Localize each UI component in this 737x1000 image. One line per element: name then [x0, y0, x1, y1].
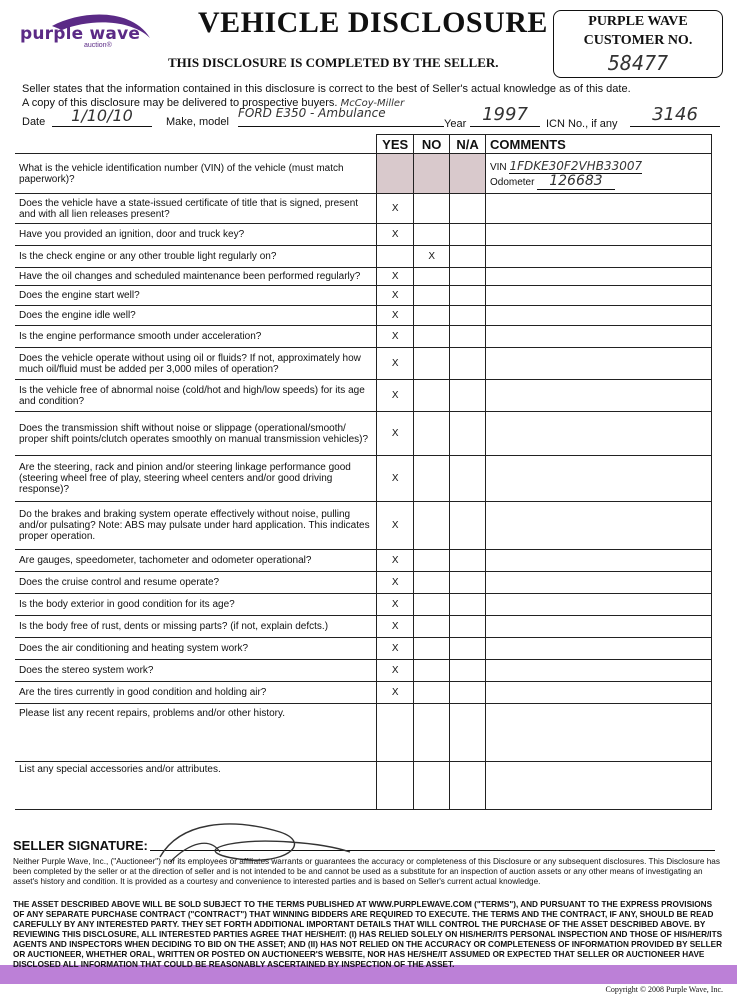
comment-cell[interactable] — [485, 456, 711, 502]
accessories-comment-cell[interactable] — [485, 762, 711, 810]
customer-number[interactable]: 58477 — [607, 51, 669, 75]
question-text: Do the brakes and braking system operate effectively without noise, pulling and/or pulsating? Note: ABS may pulsate under hard application. This indicates proper operation. — [15, 502, 377, 550]
accessories-na-cell — [450, 762, 486, 810]
na-checkbox[interactable] — [450, 286, 486, 306]
na-checkbox[interactable] — [450, 572, 486, 594]
yes-checkbox[interactable]: X — [377, 550, 414, 572]
repairs-no-cell — [414, 704, 450, 762]
no-checkbox[interactable] — [414, 326, 450, 348]
table-row — [15, 616, 712, 638]
table-header-row — [15, 135, 712, 154]
yes-checkbox[interactable]: X — [377, 456, 414, 502]
na-checkbox[interactable] — [450, 224, 486, 246]
vin-question: What is the vehicle identification number (VIN) of the vehicle (must match paperwork)? — [15, 154, 377, 194]
yes-header: YES — [377, 135, 414, 154]
table-row — [15, 502, 712, 550]
question-text: Does the engine start well? — [15, 286, 377, 306]
na-checkbox[interactable] — [450, 380, 486, 412]
yes-checkbox[interactable]: X — [377, 502, 414, 550]
comment-cell[interactable] — [485, 638, 711, 660]
year-field[interactable]: 1997 — [470, 104, 540, 127]
comment-cell[interactable] — [485, 594, 711, 616]
table-row — [15, 268, 712, 286]
date-field[interactable]: 1/10/10 — [52, 106, 152, 127]
no-checkbox[interactable] — [414, 224, 450, 246]
question-text: Does the stereo system work? — [15, 660, 377, 682]
accessories-no-cell — [414, 762, 450, 810]
table-row — [15, 348, 712, 380]
no-checkbox[interactable] — [414, 660, 450, 682]
comment-cell[interactable] — [485, 616, 711, 638]
no-checkbox[interactable] — [414, 194, 450, 224]
no-checkbox[interactable] — [414, 594, 450, 616]
table-row — [15, 682, 712, 704]
comment-cell[interactable] — [485, 268, 711, 286]
table-row — [15, 286, 712, 306]
table-row — [15, 456, 712, 502]
na-checkbox[interactable] — [450, 502, 486, 550]
accessories-prompt: List any special accessories and/or attributes. — [15, 762, 377, 810]
question-text: Does the transmission shift without noise or slippage (operational/smooth/ proper shift points/clutch operates smoothly on manual transmission vehicles)? — [15, 412, 377, 456]
table-row — [15, 412, 712, 456]
yes-checkbox[interactable]: X — [377, 616, 414, 638]
comment-cell[interactable] — [485, 412, 711, 456]
question-text: Are the tires currently in good condition and holding air? — [15, 682, 377, 704]
table-row — [15, 660, 712, 682]
yes-checkbox[interactable]: X — [377, 268, 414, 286]
logo: purple wave — [20, 24, 141, 44]
yes-checkbox[interactable]: X — [377, 660, 414, 682]
question-header — [15, 135, 377, 154]
na-checkbox[interactable] — [450, 638, 486, 660]
no-checkbox[interactable] — [414, 268, 450, 286]
repairs-comment-cell[interactable] — [485, 704, 711, 762]
no-checkbox[interactable] — [414, 502, 450, 550]
table-row — [15, 572, 712, 594]
yes-checkbox[interactable]: X — [377, 412, 414, 456]
odometer-label: Odometer — [489, 176, 535, 188]
comment-cell[interactable] — [485, 286, 711, 306]
seller-name-handwritten[interactable]: McCoy-Miller — [340, 98, 405, 109]
question-text: Is the engine performance smooth under acceleration? — [15, 326, 377, 348]
na-checkbox[interactable] — [450, 682, 486, 704]
na-checkbox[interactable] — [450, 326, 486, 348]
comment-cell[interactable] — [485, 326, 711, 348]
yes-checkbox[interactable] — [377, 246, 414, 268]
comment-cell[interactable] — [485, 660, 711, 682]
no-checkbox[interactable] — [414, 456, 450, 502]
seller-signature-label: SELLER SIGNATURE: — [13, 838, 148, 853]
statement-line-2: A copy of this disclosure may be delivered to prospective buyers. McCoy-Miller — [22, 97, 405, 109]
question-text: Are gauges, speedometer, tachometer and odometer operational? — [15, 550, 377, 572]
vin-yes-cell — [377, 154, 414, 194]
yes-checkbox[interactable]: X — [377, 286, 414, 306]
question-text: Is the body exterior in good condition for its age? — [15, 594, 377, 616]
table-row — [15, 550, 712, 572]
no-checkbox[interactable]: X — [414, 246, 450, 268]
copyright: Copyright © 2008 Purple Wave, Inc. — [605, 985, 723, 994]
page-title: VEHICLE DISCLOSURE — [198, 6, 548, 39]
icn-field[interactable]: 3146 — [630, 104, 720, 127]
vin-no-cell — [414, 154, 450, 194]
no-checkbox[interactable] — [414, 616, 450, 638]
na-checkbox[interactable] — [450, 268, 486, 286]
no-checkbox[interactable] — [414, 550, 450, 572]
table-row — [15, 380, 712, 412]
customer-number-box — [553, 10, 723, 78]
yes-checkbox[interactable]: X — [377, 638, 414, 660]
table-row — [15, 224, 712, 246]
page-subtitle: THIS DISCLOSURE IS COMPLETED BY THE SELLER. — [168, 55, 499, 70]
comment-cell[interactable] — [485, 194, 711, 224]
na-checkbox[interactable] — [450, 412, 486, 456]
yes-checkbox[interactable]: X — [377, 194, 414, 224]
table-row — [15, 326, 712, 348]
na-checkbox[interactable] — [450, 194, 486, 224]
no-checkbox[interactable] — [414, 380, 450, 412]
yes-checkbox[interactable]: X — [377, 572, 414, 594]
yes-checkbox[interactable]: X — [377, 682, 414, 704]
yes-checkbox[interactable]: X — [377, 594, 414, 616]
repairs-yes-cell — [377, 704, 414, 762]
comment-cell[interactable] — [485, 380, 711, 412]
question-text: Have you provided an ignition, door and truck key? — [15, 224, 377, 246]
terms-text: THE ASSET DESCRIBED ABOVE WILL BE SOLD SUBJECT TO THE TERMS PUBLISHED AT WWW.PURPLEWAVE.COM ("TERMS"), AND PURSUANT TO THE EXPRESS PROVISIONS OF ANY SEPARATE PURCHASE CONTRACT ("CONTRACT") THAT WINNING BIDDERS ARE REQUIRED TO EXECUTE. THE TERMS AND THE CONTRACT, IF ANY, SHOULD BE READ CAREFULLY BY ANY INTERESTED PARTY. THEY SET FORTH ADDITIONAL IMPORTANT DETAILS THAT WILL CONTROL THE PURCHASE OF THE ASSET DESCRIBED ABOVE. BY REVIEWING THIS DISCLOSURE, ALL INTERESTED PARTIES AGREE THAT HE/SHE/IT: (I) HAS RELIED SOLELY ON HIS/HER/ITS PERSONAL INSPECTION AND THOSE OF HIS/HER/ITS AGENTS AND INSPECTORS WHEN DECIDING TO BID ON THE ASSET; AND (II) HAS NOT RELIED ON THE ACCURACY OR COMPLETENESS OF INFORMATION PROVIDED BY SELLER OR AUCTIONEER, WHETHER ORAL, WRITTEN OR POSTED ON AUCTIONEER'S WEBSITE, NOR HAS HE/SHE/IT ASSUMED OR EXPECTED THAT SELLER OR AUCTIONEER HAVE DISCLOSED ALL INFORMATION THAT COULD BE REASONABLY ASCERTAINED BY INSPECTION OF THE ASSET. — [13, 900, 723, 969]
icn-label: ICN No., if any — [546, 118, 618, 130]
question-text: Does the engine idle well? — [15, 306, 377, 326]
question-text: Does the air conditioning and heating system work? — [15, 638, 377, 660]
comment-cell[interactable] — [485, 306, 711, 326]
date-label: Date — [22, 116, 46, 128]
question-text: Does the vehicle operate without using oil or fluids? If not, approximately how much oil/fluid must be added per 3,000 miles of operation? — [15, 348, 377, 380]
no-checkbox[interactable] — [414, 638, 450, 660]
no-checkbox[interactable] — [414, 572, 450, 594]
no-header: NO — [414, 135, 450, 154]
yes-checkbox[interactable]: X — [377, 348, 414, 380]
comment-cell[interactable] — [485, 550, 711, 572]
yes-checkbox[interactable]: X — [377, 326, 414, 348]
make-model-label: Make, model — [166, 116, 229, 128]
comments-header: COMMENTS — [485, 135, 711, 154]
question-text: Are the steering, rack and pinion and/or steering linkage performance good (steering wheel free of play, steering wheel centers and/or good driving response)? — [15, 456, 377, 502]
customer-box-label-1: PURPLE WAVE — [588, 14, 688, 29]
vin-field[interactable]: 1FDKE30F2VHB33007 — [509, 158, 643, 173]
customer-box-label-2: CUSTOMER NO. — [583, 33, 693, 48]
table-row — [15, 194, 712, 224]
vin-label: VIN — [489, 161, 507, 173]
question-text: Does the vehicle have a state-issued certificate of title that is signed, present and with all lien releases present? — [15, 194, 377, 224]
no-checkbox[interactable] — [414, 306, 450, 326]
na-checkbox[interactable] — [450, 594, 486, 616]
disclosure-table — [15, 134, 712, 810]
no-checkbox[interactable] — [414, 682, 450, 704]
na-checkbox[interactable] — [450, 306, 486, 326]
table-row — [15, 638, 712, 660]
question-text: Is the check engine or any other trouble light regularly on? — [15, 246, 377, 268]
na-checkbox[interactable] — [450, 550, 486, 572]
comment-cell[interactable] — [485, 682, 711, 704]
comment-cell[interactable] — [485, 502, 711, 550]
question-text: Have the oil changes and scheduled maintenance been performed regularly? — [15, 268, 377, 286]
na-checkbox[interactable] — [450, 348, 486, 380]
table-row — [15, 306, 712, 326]
yes-checkbox[interactable]: X — [377, 380, 414, 412]
na-checkbox[interactable] — [450, 616, 486, 638]
comment-cell[interactable] — [485, 246, 711, 268]
year-label: Year — [444, 118, 467, 130]
question-text: Does the cruise control and resume operate? — [15, 572, 377, 594]
na-checkbox[interactable] — [450, 246, 486, 268]
na-checkbox[interactable] — [450, 660, 486, 682]
yes-checkbox[interactable]: X — [377, 224, 414, 246]
question-text: Is the body free of rust, dents or missing parts? (if not, explain defcts.) — [15, 616, 377, 638]
statement-line-1: Seller states that the information contained in this disclosure is correct to the best of Seller's actual knowledge as of this date. — [22, 83, 631, 95]
vin-comment-cell — [485, 154, 711, 194]
repairs-na-cell — [450, 704, 486, 762]
na-header: N/A — [450, 135, 486, 154]
odometer-field[interactable]: 126683 — [537, 173, 614, 190]
na-checkbox[interactable] — [450, 456, 486, 502]
repairs-prompt: Please list any recent repairs, problems and/or other history. — [15, 704, 377, 762]
no-checkbox[interactable] — [414, 412, 450, 456]
yes-checkbox[interactable]: X — [377, 306, 414, 326]
accessories-row — [15, 762, 712, 810]
comment-cell[interactable] — [485, 224, 711, 246]
repairs-row — [15, 704, 712, 762]
table-row — [15, 594, 712, 616]
accessories-yes-cell — [377, 762, 414, 810]
comment-cell[interactable] — [485, 348, 711, 380]
question-text: Is the vehicle free of abnormal noise (cold/hot and high/low speeds) for its age and condition? — [15, 380, 377, 412]
no-checkbox[interactable] — [414, 348, 450, 380]
comment-cell[interactable] — [485, 572, 711, 594]
logo-sub: auction® — [84, 42, 112, 49]
vin-na-cell — [450, 154, 486, 194]
make-model-field[interactable]: FORD E350 - Ambulance — [238, 106, 444, 127]
no-checkbox[interactable] — [414, 286, 450, 306]
table-row — [15, 246, 712, 268]
vin-row — [15, 154, 712, 194]
disclaimer-text: Neither Purple Wave, Inc., ("Auctioneer") nor its employees or affiliates warrants or guarantees the accuracy or completeness of this Disclosure or any subsequent disclosures. This Disclosure has been completed by the seller or at the direction of seller and is not intended to be and cannot be used as a substitute for an inspection of auction assets or any other means of investigating an asset's history and condition. It is provided as a courtesy and convenience to interested parties and is based on Seller's current actual knowledge. — [13, 857, 720, 886]
